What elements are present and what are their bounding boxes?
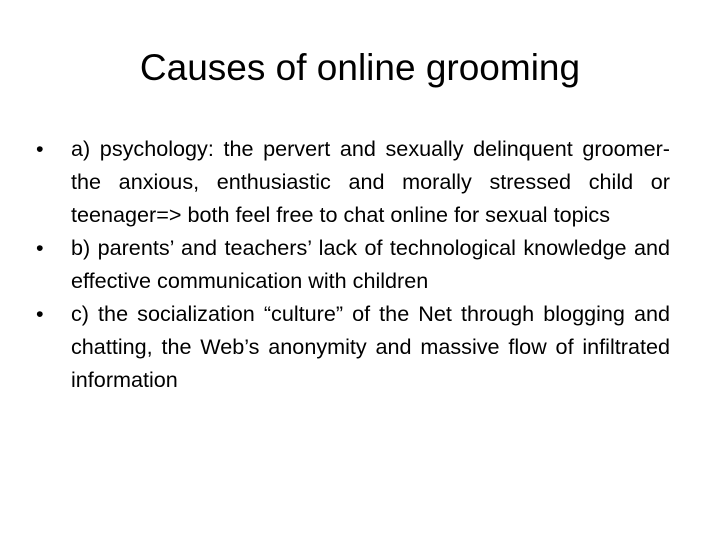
bullet-text: a) psychology: the pervert and sexually delinquent groomer-the anxious, enthusiastic and morally stressed child or teenager=> both feel free to chat online for sexual topics <box>71 136 670 227</box>
bullet-icon: • <box>36 301 44 326</box>
bullet-item-socialization <box>36 297 670 396</box>
bullet-text: c) the socialization “culture” of the Net through blogging and chatting, the Web’s anonymity and massive flow of infiltrated information <box>71 301 670 392</box>
bullet-item-parents-teachers <box>36 231 670 297</box>
bullet-icon: • <box>36 235 44 260</box>
slide-title: Causes of online grooming <box>139 47 581 88</box>
bullet-text: b) parents’ and teachers’ lack of technological knowledge and effective communication with children <box>71 235 670 293</box>
bullet-item-psychology <box>36 132 670 231</box>
bullet-icon: • <box>36 136 44 161</box>
bullet-list <box>36 132 670 396</box>
